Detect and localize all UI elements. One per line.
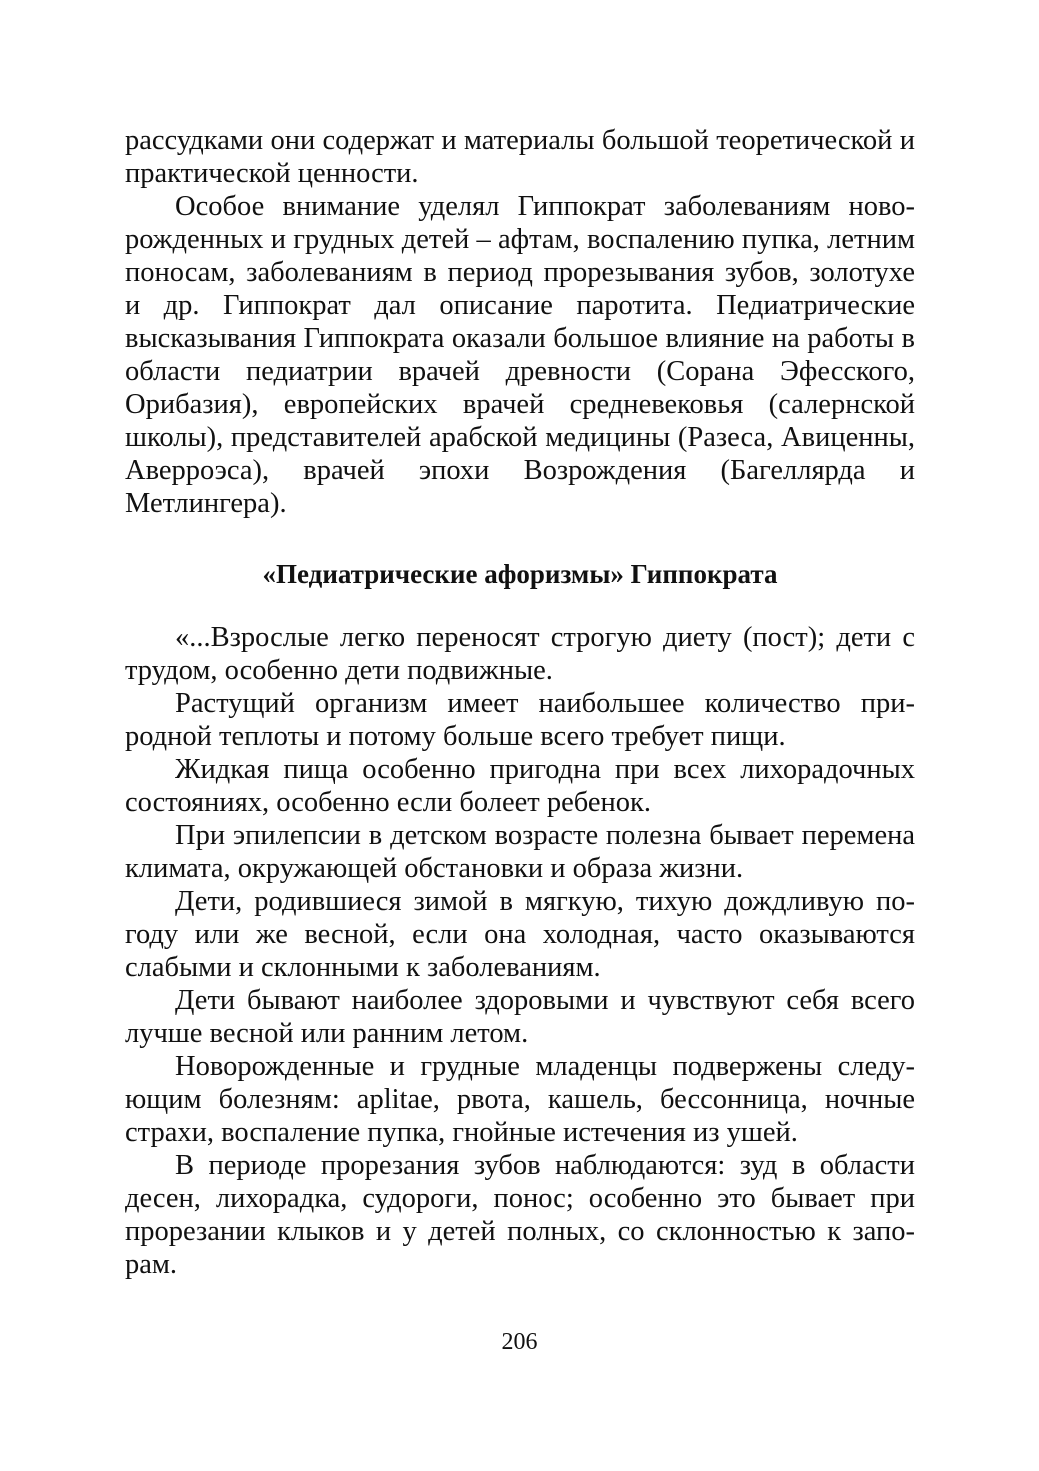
- aphorism-paragraph: Дети бывают наиболее здоровыми и чувствуют себя всего лучше весной или ранним летом.: [125, 985, 915, 1049]
- aphorisms-text: [125, 621, 915, 1281]
- aphorism-paragraph: Новорожденные и грудные младенцы подвержены следующим болезням: aplitae, рвота, кашель, бессонница, ночные страхи, воспаление пупка, гнойные истечения из ушей.: [125, 1051, 915, 1148]
- section-heading: «Педиатрические афоризмы» Гиппократа: [262, 559, 778, 589]
- aphorism-paragraph: Растущий организм имеет наибольшее количество природной теплоты и потому больше всего требует пищи.: [125, 688, 915, 752]
- aphorism-paragraph: В периоде прорезания зубов наблюдаются: зуд в области десен, лихорадка, судороги, понос; особенно это бывает при прорезании клыков и у детей полных, со склонностью к запорам.: [125, 1150, 915, 1280]
- continuation-paragraph: рассудками они содержат и материалы большой теоретической и практической ценности.: [125, 125, 915, 189]
- intro-paragraph: Особое внимание уделял Гиппократ заболеваниям новорожденных и грудных детей – афтам, воспалению пупка, летним поносам, заболеваниям в период прорезывания зубов, золотухе и др. Гиппократ дал описание паротита. Педиатрические высказывания Гиппократа оказали большое влияние на работы в области педиатрии врачей древности (Сорана Эфесского, Орибазия), европейских врачей средневековья (салернской школы), представителей арабской медицины (Разеса, Авиценны, Аверроэса), врачей эпохи Возрождения (Багеллярда и Метлингера).: [125, 191, 915, 519]
- page-number: 206: [501, 1329, 538, 1355]
- aphorism-paragraph: «...Взрослые легко переносят строгую диету (пост); дети с трудом, особенно дети подвижные.: [125, 622, 915, 686]
- aphorism-paragraph: Дети, родившиеся зимой в мягкую, тихую дождливую погоду или же весной, если она холодная, часто оказываются слабыми и склонными к заболеваниям.: [125, 886, 915, 983]
- intro-text: [125, 124, 915, 520]
- aphorism-paragraph: Жидкая пища особенно пригодна при всех лихорадочных состояниях, особенно если болеет ребенок.: [125, 754, 915, 818]
- aphorism-paragraph: При эпилепсии в детском возрасте полезна бывает перемена климата, окружающей обстановки и образа жизни.: [125, 820, 915, 884]
